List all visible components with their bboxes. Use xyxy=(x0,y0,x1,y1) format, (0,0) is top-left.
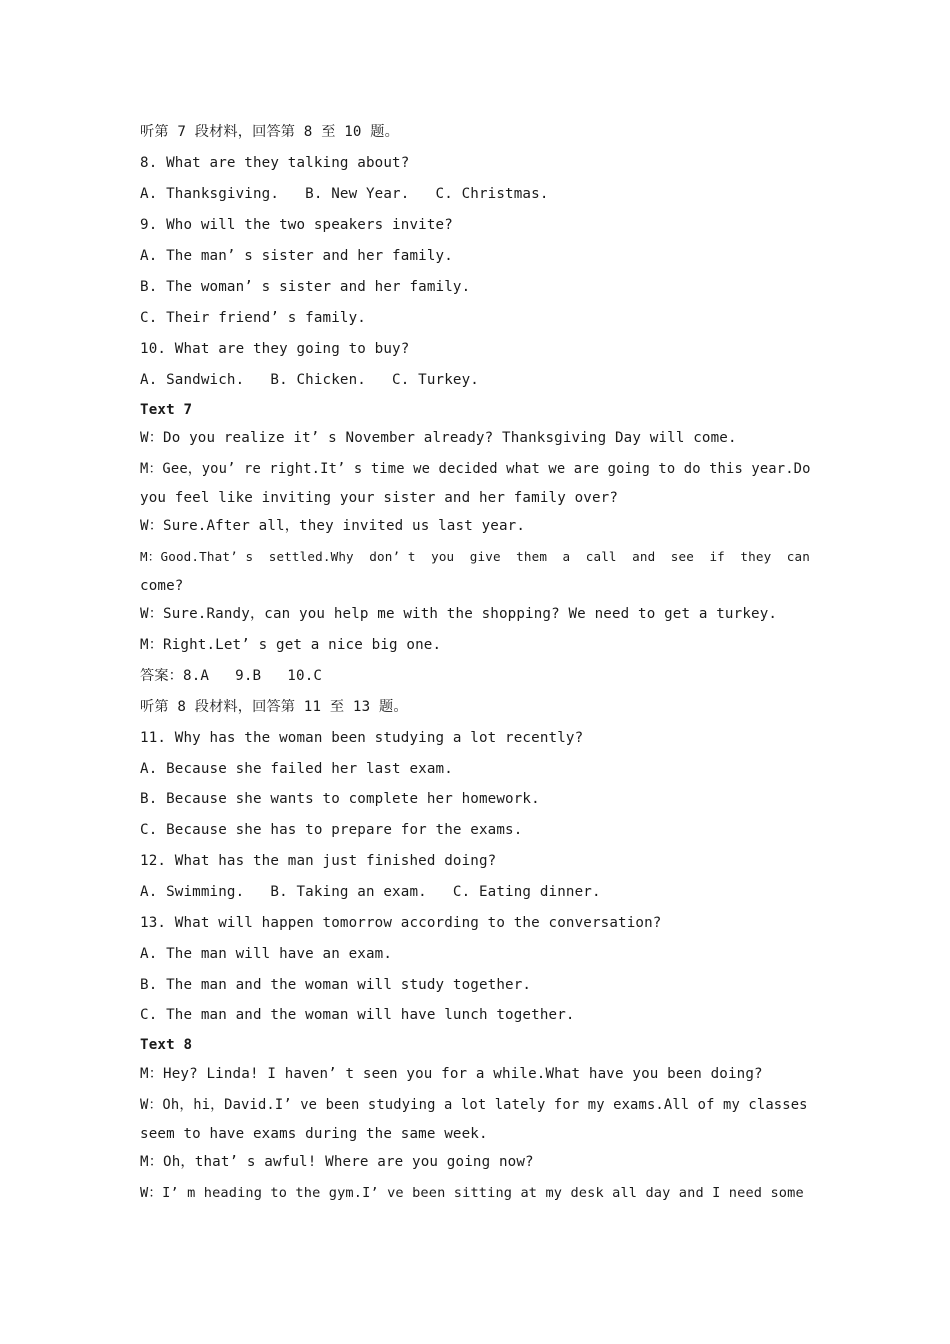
question-8: 8. What are they talking about? xyxy=(140,155,410,171)
question-9: 9. Who will the two speakers invite? xyxy=(140,217,453,233)
answer-key: 答案：8.A 9.B 10.C xyxy=(140,668,323,684)
question-12: 12. What has the man just finished doing? xyxy=(140,853,497,869)
transcript-line: come? xyxy=(140,578,184,594)
transcript-line: W：Sure.After all，they invited us last year. xyxy=(140,518,526,534)
question-10-options: A. Sandwich. B. Chicken. C. Turkey. xyxy=(140,372,479,388)
question-9-option-c: C. Their friend’ s family. xyxy=(140,310,366,326)
transcript-line: W：Oh，hi，David.I’ ve been studying a lot lately for my exams.All of my classes xyxy=(140,1097,808,1113)
transcript-line: you feel like inviting your sister and her family over? xyxy=(140,490,619,506)
question-8-options: A. Thanksgiving. B. New Year. C. Christmas. xyxy=(140,186,549,202)
question-9-option-a: A. The man’ s sister and her family. xyxy=(140,248,453,264)
question-13-option-c: C. The man and the woman will have lunch together. xyxy=(140,1007,575,1023)
text-7-heading: Text 7 xyxy=(140,402,193,418)
question-13-option-a: A. The man will have an exam. xyxy=(140,946,393,962)
transcript-line: M：Good.That’ s settled.Why don’ t you give them a call and see if they can xyxy=(140,549,810,564)
section-8-instruction: 听第 8 段材料，回答第 11 至 13 题。 xyxy=(140,699,408,715)
question-9-option-b: B. The woman’ s sister and her family. xyxy=(140,279,471,295)
question-10: 10. What are they going to buy? xyxy=(140,341,410,357)
transcript-line: M：Right.Let’ s get a nice big one. xyxy=(140,637,442,653)
question-11-option-a: A. Because she failed her last exam. xyxy=(140,761,453,777)
question-11-option-b: B. Because she wants to complete her homework. xyxy=(140,791,540,807)
transcript-line: M：Oh，that’ s awful! Where are you going now? xyxy=(140,1154,534,1170)
question-12-options: A. Swimming. B. Taking an exam. C. Eating dinner. xyxy=(140,884,601,900)
text-8-heading: Text 8 xyxy=(140,1037,193,1053)
section-7-instruction: 听第 7 段材料，回答第 8 至 10 题。 xyxy=(140,124,399,140)
transcript-line: M：Hey? Linda! I haven’ t seen you for a while.What have you been doing? xyxy=(140,1066,763,1082)
question-13-option-b: B. The man and the woman will study together. xyxy=(140,977,532,993)
transcript-line: M：Gee，you’ re right.It’ s time we decided what we are going to do this year.Do xyxy=(140,461,811,477)
question-11-option-c: C. Because she has to prepare for the exams. xyxy=(140,822,523,838)
transcript-line: seem to have exams during the same week. xyxy=(140,1126,488,1142)
transcript-line: W：Sure.Randy，can you help me with the shopping? We need to get a turkey. xyxy=(140,606,778,622)
question-11: 11. Why has the woman been studying a lot recently? xyxy=(140,730,584,746)
question-13: 13. What will happen tomorrow according to the conversation? xyxy=(140,915,662,931)
transcript-line: W：Do you realize it’ s November already? Thanksgiving Day will come. xyxy=(140,430,737,446)
transcript-line: W：I’ m heading to the gym.I’ ve been sitting at my desk all day and I need some xyxy=(140,1185,804,1201)
